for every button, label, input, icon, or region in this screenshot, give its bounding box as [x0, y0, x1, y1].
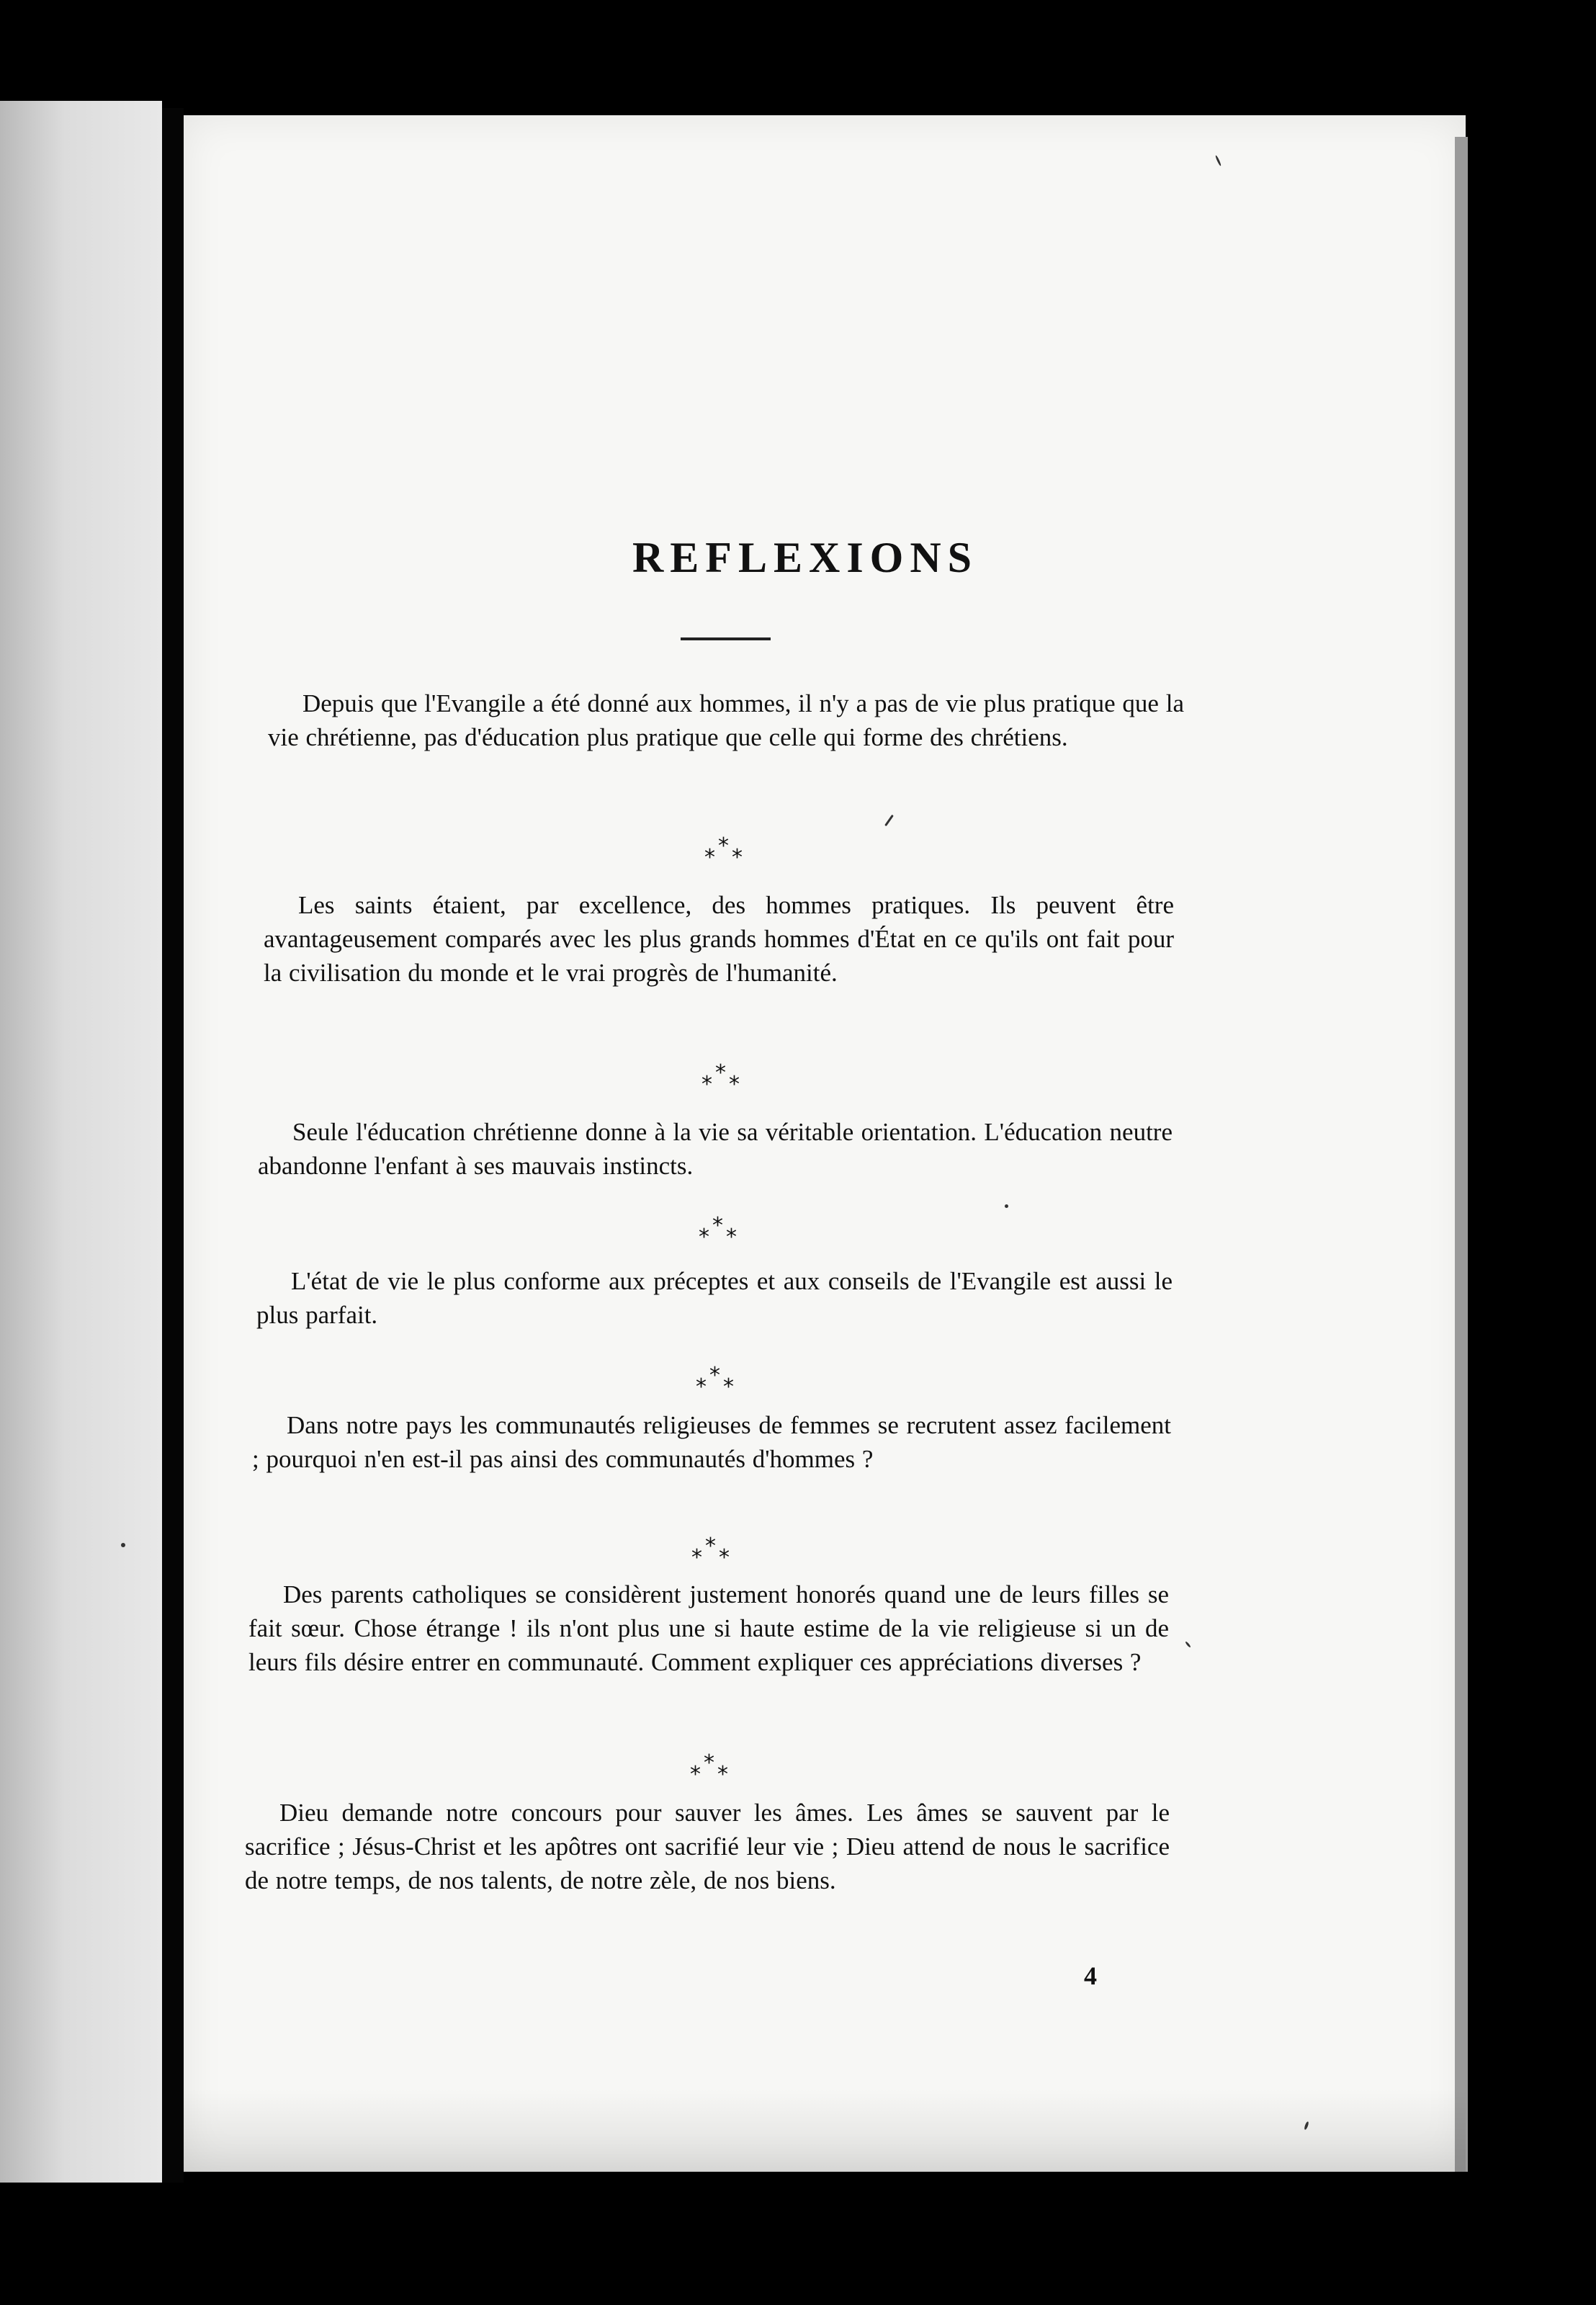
asterism-star: * — [726, 1225, 737, 1250]
asterism-star: * — [705, 1534, 716, 1559]
paragraph-text: L'état de vie le plus conforme aux préceptes et aux conseils de l'Evangile est aussi le plus parfait. — [256, 1267, 1173, 1329]
paragraph-6 — [248, 1577, 1169, 1679]
asterism-star: * — [719, 1545, 730, 1570]
paragraph-text: Des parents catholiques se considèrent justement honorés quand une de leurs filles se fait sœur. Chose étrange ! ils n'ont plus une si haute estime de la vie religieuse si un de leurs fils désire entrer en communauté. Comment expliquer ces appréciations diverses ? — [248, 1580, 1169, 1676]
paragraph-text: Les saints étaient, par excellence, des hommes pratiques. Ils peuvent être avantageusement comparés avec les plus grands hommes d'État en ce qu'ils ont fait pour la civilisation du monde et le vrai progrès de l'humanité. — [264, 891, 1174, 987]
asterism-star: * — [715, 1060, 726, 1086]
scan-speck — [1005, 1204, 1008, 1208]
asterism-star: * — [709, 1363, 720, 1388]
page-shadow — [184, 2089, 1466, 2172]
scan-speck — [121, 1543, 125, 1547]
asterism-star: * — [701, 1072, 712, 1097]
asterism-star: * — [691, 1545, 702, 1570]
asterism-star: * — [699, 1225, 709, 1250]
title-rule — [681, 637, 771, 640]
paragraph-3 — [258, 1115, 1173, 1183]
asterism-star: * — [732, 845, 743, 870]
book-gutter — [162, 108, 184, 2183]
asterism-separator — [704, 833, 748, 870]
paragraph-7 — [245, 1796, 1170, 1897]
asterism-star: * — [704, 1750, 714, 1776]
asterism-separator — [696, 1363, 739, 1400]
paragraph-4 — [256, 1264, 1173, 1332]
asterism-separator — [690, 1750, 733, 1787]
paragraph-5 — [252, 1408, 1171, 1476]
asterism-star: * — [723, 1374, 734, 1400]
asterism-star: * — [712, 1213, 723, 1238]
paragraph-text: Depuis que l'Evangile a été donné aux hommes, il n'y a pas de vie plus pratique que la vie chrétienne, pas d'éducation plus pratique que celle qui forme des chrétiens. — [268, 689, 1184, 751]
asterism-separator — [701, 1060, 745, 1097]
asterism-star: * — [717, 1762, 728, 1787]
asterism-separator — [691, 1534, 735, 1570]
page-edge — [1455, 137, 1468, 2172]
paragraph-text: Dans notre pays les communautés religieuses de femmes se recrutent assez facilement ; pourquoi n'en est-il pas ainsi des communautés d'hommes ? — [252, 1411, 1171, 1473]
asterism-star: * — [729, 1072, 740, 1097]
previous-page-strip — [0, 101, 162, 2183]
page-title: REFLEXIONS — [632, 534, 979, 581]
paragraph-text: Dieu demande notre concours pour sauver les âmes. Les âmes se sauvent par le sacrifice ; Jésus-Christ et les apôtres ont sacrifié leur vie ; Dieu attend de nous le sacrifice de notre temps, de nos talents, de notre zèle, de nos biens. — [245, 1799, 1170, 1894]
paragraph-text: Seule l'éducation chrétienne donne à la vie sa véritable orientation. L'éducation neutre abandonne l'enfant à ses mauvais instincts. — [258, 1118, 1173, 1180]
asterism-star: * — [696, 1374, 707, 1400]
asterism-star: * — [718, 833, 729, 859]
asterism-star: * — [704, 845, 715, 870]
page-number: 4 — [1084, 1961, 1097, 1990]
asterism-star: * — [690, 1762, 701, 1787]
paragraph-2 — [264, 888, 1174, 990]
paragraph-1 — [268, 686, 1184, 754]
asterism-separator — [699, 1213, 742, 1250]
